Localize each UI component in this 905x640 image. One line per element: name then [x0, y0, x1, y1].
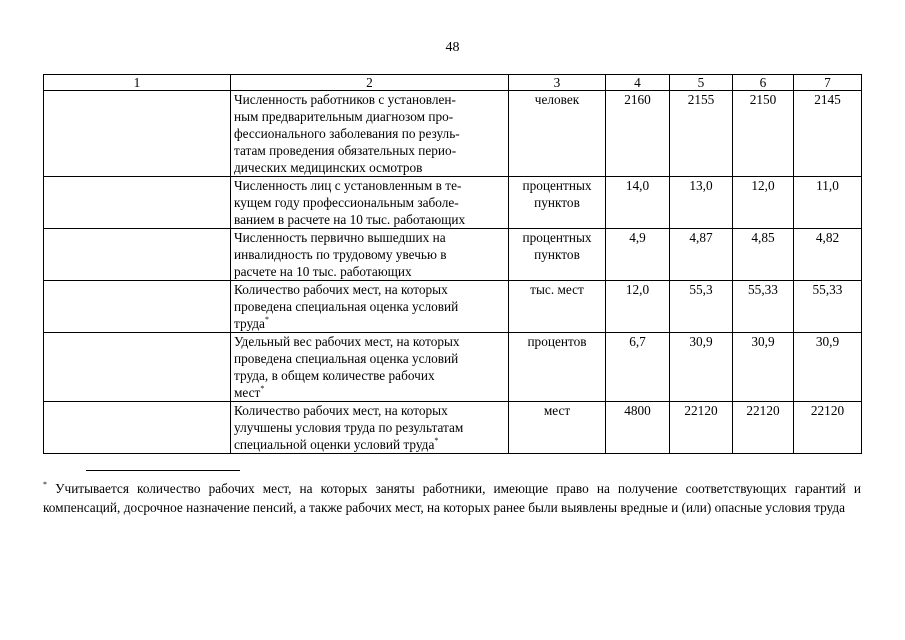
indicator-line: труда, в общем количестве рабочих	[234, 368, 435, 383]
indicator-line: фессионального заболевания по резуль-	[234, 126, 460, 141]
column-header: 1	[44, 75, 231, 91]
indicator-line: специальной оценки условий труда	[234, 437, 435, 452]
table-row	[44, 333, 862, 402]
indicator-cell	[231, 229, 509, 281]
value-cell-v7: 11,0	[794, 177, 862, 229]
footnote-text: Учитывается количество рабочих мест, на которых заняты работники, имеющие право на получение соответствующих гарантий и компенсаций, досрочное назначение пенсий, а также рабочих мест, на которых ранее были выявлены вредные и (или) опасные условия труда	[43, 481, 861, 515]
value-cell-v5: 30,9	[670, 333, 733, 402]
unit-line: процентных	[522, 178, 592, 193]
unit-cell	[509, 333, 606, 402]
indicator-line: ным предварительным диагнозом про-	[234, 109, 454, 124]
unit-line: пунктов	[534, 195, 580, 210]
indicator-line: проведена специальная оценка условий	[234, 299, 459, 314]
value-cell-v5: 13,0	[670, 177, 733, 229]
value-cell-v4: 4800	[606, 402, 670, 454]
indicator-line: Количество рабочих мест, на которых	[234, 403, 448, 418]
column-header: 6	[733, 75, 794, 91]
footnote-mark: *	[434, 435, 439, 445]
value-cell-v7: 22120	[794, 402, 862, 454]
value-cell-v6: 22120	[733, 402, 794, 454]
value-cell-v7: 55,33	[794, 281, 862, 333]
value-cell-v6: 4,85	[733, 229, 794, 281]
row-section-cell	[44, 402, 231, 454]
value-cell-v4: 6,7	[606, 333, 670, 402]
row-section-cell	[44, 177, 231, 229]
value-cell-v6: 12,0	[733, 177, 794, 229]
value-cell-v5: 22120	[670, 402, 733, 454]
footnote-mark: *	[260, 383, 265, 393]
unit-cell	[509, 177, 606, 229]
value-cell-v5: 55,3	[670, 281, 733, 333]
value-cell-v5: 4,87	[670, 229, 733, 281]
row-section-cell	[44, 281, 231, 333]
indicator-line: инвалидность по трудовому увечью в	[234, 247, 447, 262]
value-cell-v7: 2145	[794, 91, 862, 177]
unit-line: тыс. мест	[530, 282, 584, 297]
value-cell-v4: 14,0	[606, 177, 670, 229]
indicator-line: Численность первично вышедших на	[234, 230, 446, 245]
unit-cell	[509, 402, 606, 454]
value-cell-v4: 2160	[606, 91, 670, 177]
column-header: 2	[231, 75, 509, 91]
indicator-line: расчете на 10 тыс. работающих	[234, 264, 412, 279]
value-cell-v6: 55,33	[733, 281, 794, 333]
table-row	[44, 177, 862, 229]
unit-cell	[509, 91, 606, 177]
footnote-mark: *	[43, 479, 47, 489]
unit-cell	[509, 281, 606, 333]
value-cell-v4: 4,9	[606, 229, 670, 281]
indicator-line: Количество рабочих мест, на которых	[234, 282, 448, 297]
value-cell-v5: 2155	[670, 91, 733, 177]
value-cell-v7: 30,9	[794, 333, 862, 402]
table-row	[44, 281, 862, 333]
footnote	[43, 479, 861, 517]
unit-line: человек	[534, 92, 580, 107]
indicator-cell	[231, 333, 509, 402]
value-cell-v6: 2150	[733, 91, 794, 177]
footnote-mark: *	[264, 314, 269, 324]
unit-line: пунктов	[534, 247, 580, 262]
indicator-line: кущем году профессиональным заболе-	[234, 195, 459, 210]
row-section-cell	[44, 91, 231, 177]
indicator-cell	[231, 177, 509, 229]
indicator-line: мест	[234, 385, 261, 400]
table-header-row	[44, 75, 862, 91]
column-header: 3	[509, 75, 606, 91]
indicator-line: Численность лиц с установленным в те-	[234, 178, 462, 193]
table-row	[44, 91, 862, 177]
row-section-cell	[44, 229, 231, 281]
indicator-line: Удельный вес рабочих мест, на которых	[234, 334, 460, 349]
column-header: 4	[606, 75, 670, 91]
indicator-line: дических медицинских осмотров	[234, 160, 423, 175]
data-table	[43, 74, 862, 454]
unit-line: процентных	[522, 230, 592, 245]
page-number: 48	[445, 40, 460, 55]
row-section-cell	[44, 333, 231, 402]
indicator-cell	[231, 281, 509, 333]
column-header: 7	[794, 75, 862, 91]
value-cell-v6: 30,9	[733, 333, 794, 402]
indicator-cell	[231, 91, 509, 177]
indicator-line: Численность работников с установлен-	[234, 92, 456, 107]
unit-line: мест	[543, 403, 571, 418]
indicator-line: ванием в расчете на 10 тыс. работающих	[234, 212, 466, 227]
table-row	[44, 229, 862, 281]
value-cell-v4: 12,0	[606, 281, 670, 333]
unit-cell	[509, 229, 606, 281]
indicator-line: проведена специальная оценка условий	[234, 351, 459, 366]
footnote-divider	[86, 470, 240, 471]
indicator-line: татам проведения обязательных перио-	[234, 143, 457, 158]
column-header: 5	[670, 75, 733, 91]
indicator-line: труда	[234, 316, 265, 331]
unit-line: процентов	[527, 334, 587, 349]
indicator-cell	[231, 402, 509, 454]
indicator-line: улучшены условия труда по результатам	[234, 420, 464, 435]
value-cell-v7: 4,82	[794, 229, 862, 281]
table-row	[44, 402, 862, 454]
